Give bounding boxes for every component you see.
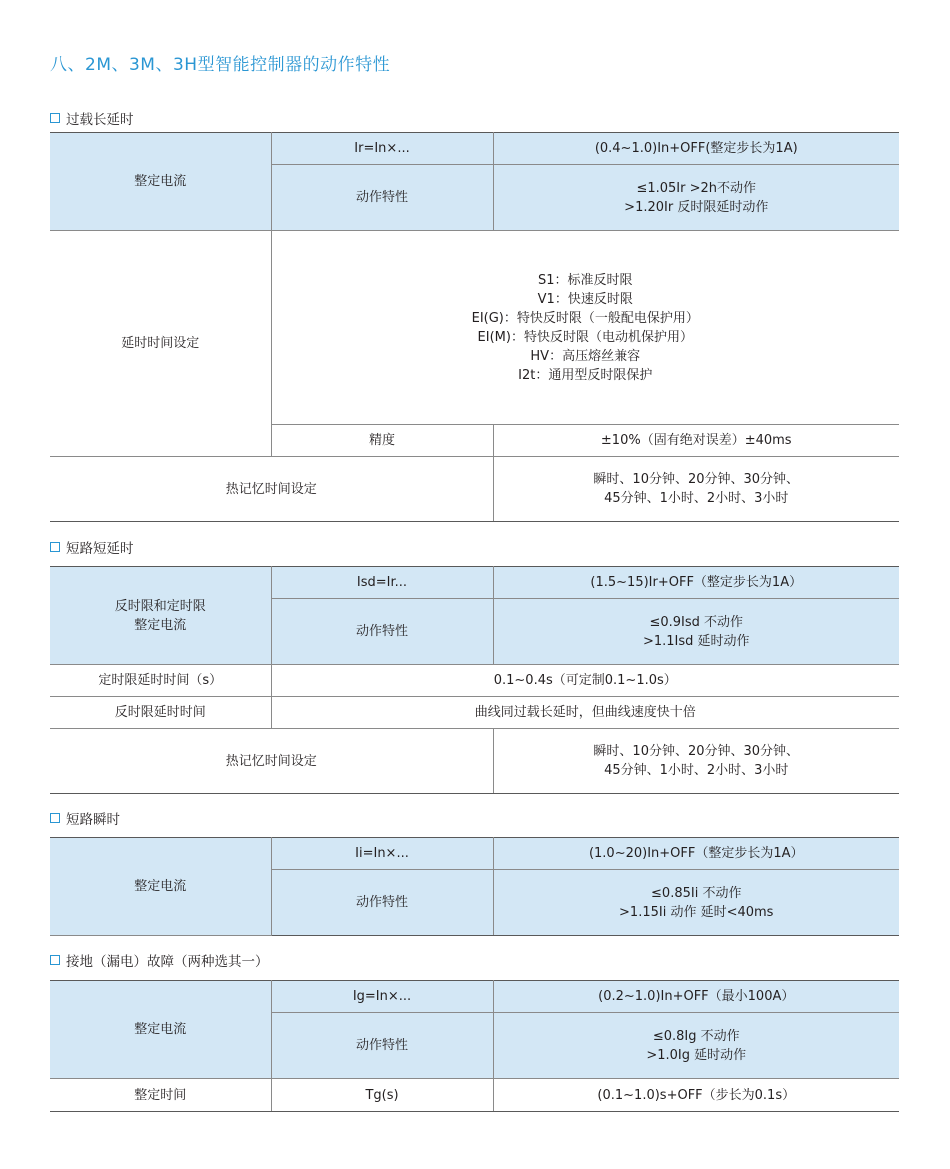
section-heading-ground-fault [50,950,269,970]
definite-time-label-cell: 定时限延时时间（s） [50,665,271,697]
overload-long-delay-table [50,132,899,522]
thermal-value-cell: 瞬时、10分钟、20分钟、30分钟、 45分钟、1小时、2小时、3小时 [493,457,899,522]
current-label-cell: 整定电流 [50,981,271,1079]
section-heading-label: 接地（漏电）故障（两种选其一） [66,954,269,970]
page-title: 八、2M、3M、3H型智能控制器的动作特性 [50,55,391,75]
checkbox-square-icon [50,955,60,965]
accuracy-value-cell: ±10%（固有绝对误差）±40ms [493,425,899,457]
setting-value-cell: (0.2~1.0)In+OFF（最小100A） [493,981,899,1013]
char-value-cell: ≤0.8Ig 不动作 >1.0Ig 延时动作 [493,1013,899,1079]
table-row [50,1079,899,1112]
short-circuit-short-delay-table [50,566,899,794]
current-label-cell: 反时限和定时限 整定电流 [50,567,271,665]
accuracy-label-cell: 精度 [271,425,493,457]
table-row [50,133,899,165]
setting-key-cell: Isd=Ir... [271,567,493,599]
time-label-cell: 整定时间 [50,1079,271,1112]
checkbox-square-icon [50,542,60,552]
checkbox-square-icon [50,113,60,123]
setting-value-cell: (1.0~20)In+OFF（整定步长为1A） [493,838,899,870]
char-label-cell: 动作特性 [271,599,493,665]
setting-value-cell: (1.5~15)Ir+OFF（整定步长为1A） [493,567,899,599]
char-label-cell: 动作特性 [271,165,493,231]
setting-key-cell: Ig=In×... [271,981,493,1013]
table-row [50,665,899,697]
section-heading-label: 短路短延时 [66,541,134,557]
ground-fault-table [50,980,899,1112]
setting-key-cell: Ir=In×... [271,133,493,165]
short-circuit-instantaneous-table [50,837,899,936]
char-label-cell: 动作特性 [271,870,493,936]
char-value-cell: ≤0.85Ii 不动作 >1.15Ii 动作 延时<40ms [493,870,899,936]
setting-value-cell: (0.4~1.0)In+OFF(整定步长为1A) [493,133,899,165]
section-heading-short-delay [50,537,134,557]
table-row [50,457,899,522]
table-row [50,567,899,599]
delay-options-cell: S1：标准反时限 V1：快速反时限 EI(G)：特快反时限（一般配电保护用） EI(M)：特快反时限（电动机保护用） HV：高压熔丝兼容 I2t：通用型反时限保护 [271,231,899,425]
definite-time-value-cell: 0.1~0.4s（可定制0.1~1.0s） [271,665,899,697]
table-row [50,729,899,794]
inverse-time-value-cell: 曲线同过载长延时，但曲线速度快十倍 [271,697,899,729]
table-row [50,838,899,870]
thermal-label-cell: 热记忆时间设定 [50,729,493,794]
current-label-cell: 整定电流 [50,133,271,231]
section-heading-label: 短路瞬时 [66,812,120,828]
thermal-label-cell: 热记忆时间设定 [50,457,493,522]
checkbox-square-icon [50,813,60,823]
section-heading-label: 过载长延时 [66,112,134,128]
section-heading-instantaneous [50,808,120,828]
section-heading-overload [50,108,134,128]
char-label-cell: 动作特性 [271,1013,493,1079]
time-value-cell: (0.1~1.0)s+OFF（步长为0.1s） [493,1079,899,1112]
table-row [50,981,899,1013]
time-key-cell: Tg(s) [271,1079,493,1112]
thermal-value-cell: 瞬时、10分钟、20分钟、30分钟、 45分钟、1小时、2小时、3小时 [493,729,899,794]
char-value-cell: ≤1.05Ir >2h不动作 >1.20Ir 反时限延时动作 [493,165,899,231]
table-row [50,231,899,425]
setting-key-cell: Ii=In×... [271,838,493,870]
char-value-cell: ≤0.9Isd 不动作 >1.1Isd 延时动作 [493,599,899,665]
inverse-time-label-cell: 反时限延时时间 [50,697,271,729]
table-row [50,697,899,729]
current-label-cell: 整定电流 [50,838,271,936]
delay-label-cell: 延时时间设定 [50,231,271,457]
